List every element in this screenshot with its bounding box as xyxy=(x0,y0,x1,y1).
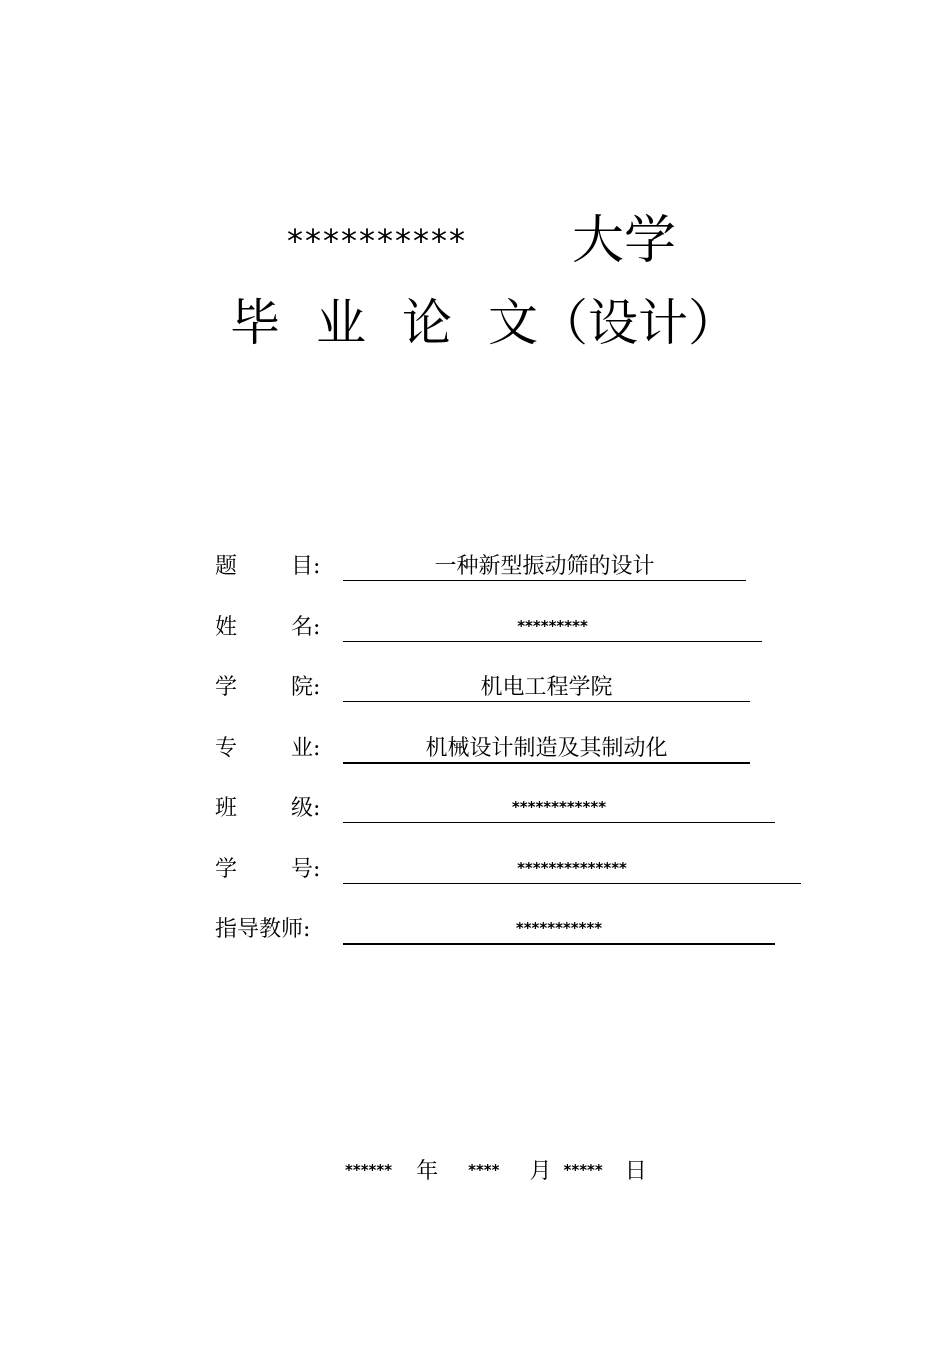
date-line xyxy=(345,1152,647,1188)
date-day-value: ***** xyxy=(563,1161,603,1179)
thesis-title-char-4: 文（设计） xyxy=(488,294,738,352)
thesis-title xyxy=(230,290,770,356)
university-name: 大学 xyxy=(572,211,677,271)
field-label-advisor: 指导教师: xyxy=(215,917,311,942)
field-label-topic: 题 目: xyxy=(215,554,321,579)
date-year-value: ****** xyxy=(345,1161,393,1179)
date-year-unit: 年 xyxy=(416,1159,439,1184)
thesis-title-char-3: 论 xyxy=(402,294,452,352)
field-value-advisor: *********** xyxy=(343,911,775,945)
university-line xyxy=(0,208,950,278)
info-fields xyxy=(215,548,815,972)
field-row-college xyxy=(215,669,815,730)
date-month-unit: 月 xyxy=(529,1159,552,1184)
field-value-class: ************ xyxy=(343,790,775,823)
field-label-student-id: 学 号: xyxy=(215,856,321,882)
field-label-name: 姓 名: xyxy=(215,614,321,640)
field-row-advisor xyxy=(215,911,815,972)
thesis-title-char-1: 毕 xyxy=(230,294,280,352)
university-stars: ********** xyxy=(287,222,467,260)
field-value-name: ********* xyxy=(343,609,762,642)
field-value-major: 机械设计制造及其制动化 xyxy=(343,730,750,764)
field-label-college: 学 院: xyxy=(215,675,321,700)
field-row-student-id xyxy=(215,851,815,912)
field-value-topic: 一种新型振动筛的设计 xyxy=(343,548,746,581)
field-label-class: 班 级: xyxy=(215,796,321,821)
field-row-name xyxy=(215,609,815,670)
date-day-unit: 日 xyxy=(624,1159,647,1184)
field-value-student-id: ************** xyxy=(343,851,801,884)
thesis-title-char-2: 业 xyxy=(316,294,366,352)
field-label-major: 专 业: xyxy=(215,735,321,761)
field-row-topic xyxy=(215,548,815,609)
field-row-major xyxy=(215,730,815,791)
date-month-value: **** xyxy=(468,1161,500,1179)
field-value-college: 机电工程学院 xyxy=(343,669,750,702)
field-row-class xyxy=(215,790,815,851)
